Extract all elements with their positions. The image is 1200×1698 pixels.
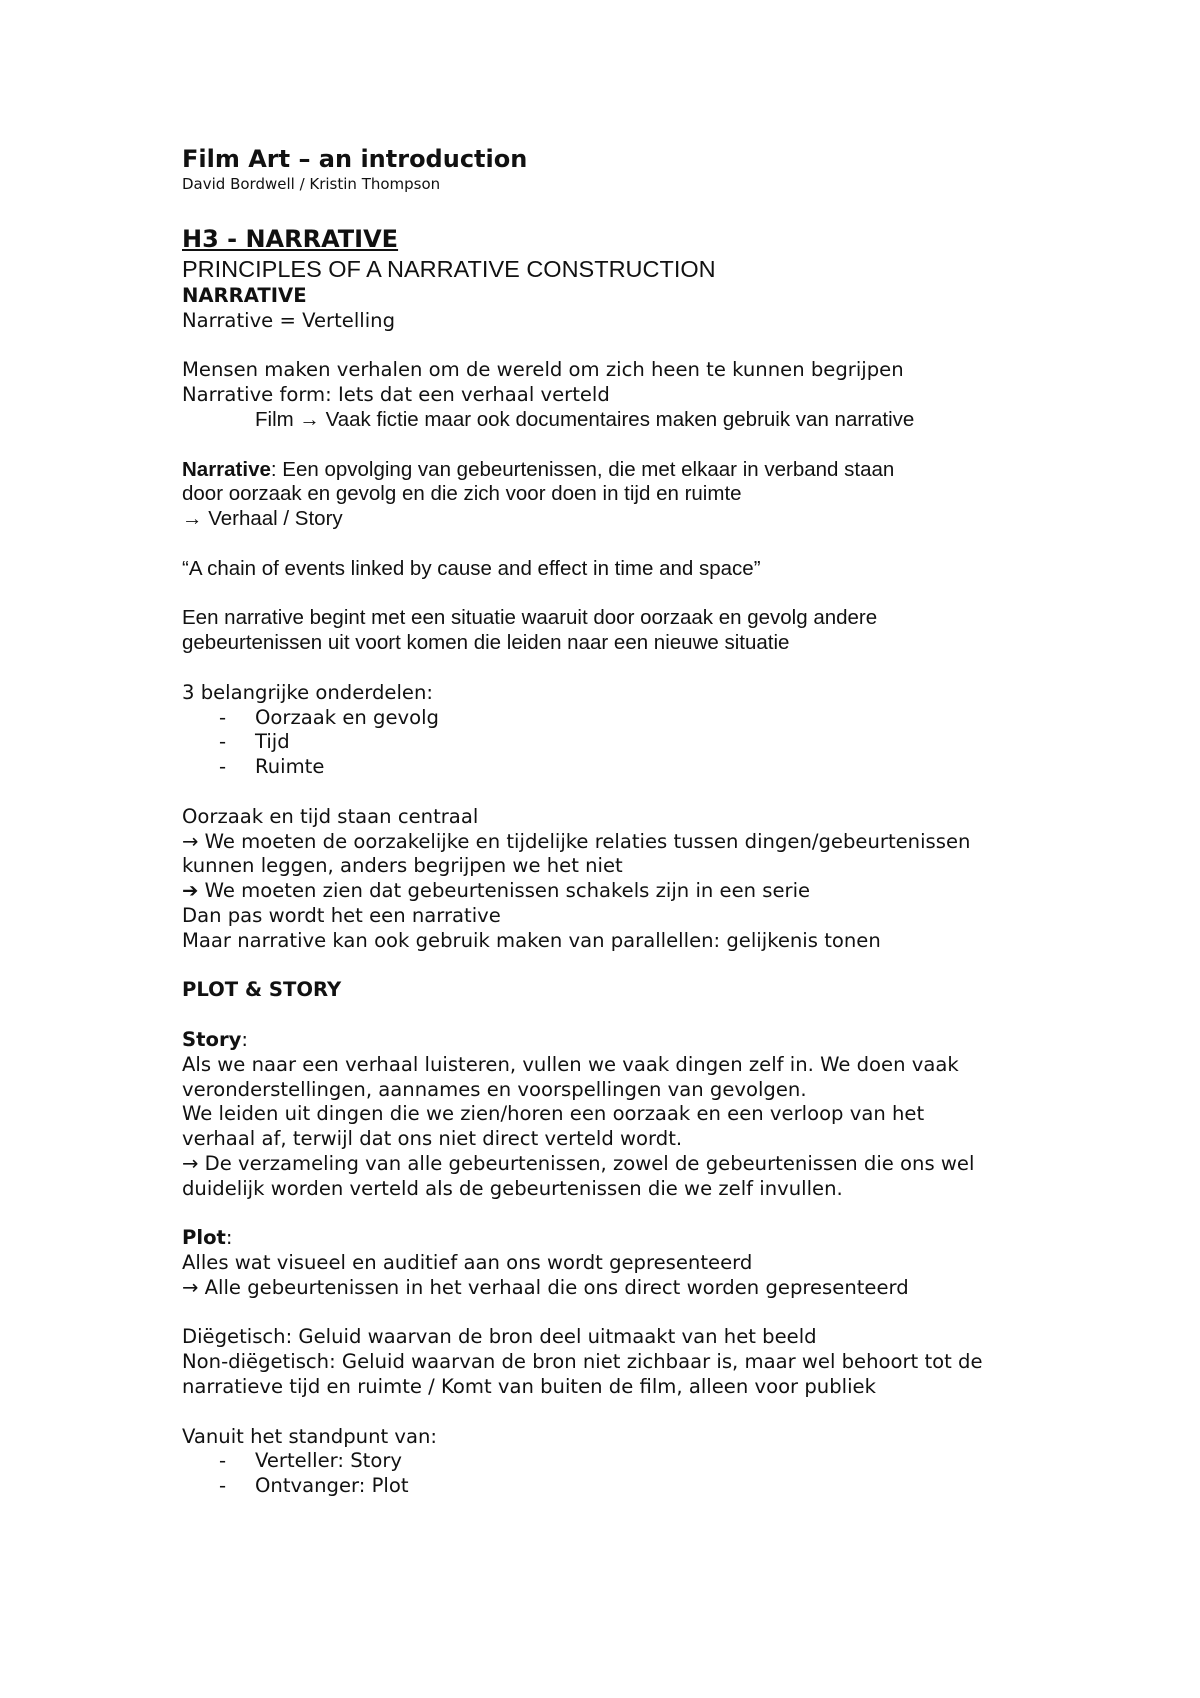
document-title: Film Art – an introduction: [182, 145, 528, 173]
term-story: Story: [182, 1027, 242, 1051]
paragraph-line: Oorzaak en tijd staan centraal: [182, 804, 479, 828]
paragraph-line: Dan pas wordt het een narrative: [182, 903, 501, 927]
chapter-heading: H3 - NARRATIVE: [182, 225, 399, 253]
paragraph-line: Mensen maken verhalen om de wereld om zich heen te kunnen begrijpen: [182, 358, 904, 382]
paragraph-line: duidelijk worden verteld als de gebeurtenissen die we zelf invullen.: [182, 1176, 843, 1200]
paragraph-line: Als we naar een verhaal luisteren, vullen we vaak dingen zelf in. We doen vaak: [182, 1052, 959, 1076]
narrative-definition: [182, 458, 1082, 483]
paragraph-line: We leiden uit dingen die we zien/horen een oorzaak en een verloop van het: [182, 1102, 925, 1126]
list-item: - Tijd: [182, 730, 1082, 755]
paragraph-line: → De verzameling van alle gebeurtenissen, zowel de gebeurtenissen die ons wel: [182, 1151, 975, 1175]
paragraph-line: → Verhaal / Story: [182, 507, 343, 531]
paragraph-line: Diëgetisch: Geluid waarvan de bron deel uitmaakt van het beeld: [182, 1325, 817, 1349]
term-narrative: Narrative: [182, 457, 271, 481]
definition-text: : Een opvolging van gebeurtenissen, die met elkaar in verband staan: [270, 457, 895, 481]
paragraph-line: Film → Vaak fictie maar ook documentaires maken gebruik van narrative: [255, 407, 915, 431]
paragraph-line: Een narrative begint met een situatie waaruit door oorzaak en gevolg andere: [182, 606, 878, 630]
list-intro: 3 belangrijke onderdelen:: [182, 680, 433, 704]
narrative-definition-line: Narrative = Vertelling: [182, 308, 396, 332]
parts-list: [182, 706, 1082, 780]
story-heading: [182, 1028, 1082, 1053]
paragraph-line: → We moeten de oorzakelijke en tijdelijke relaties tussen dingen/gebeurtenissen: [182, 829, 971, 853]
document-page: [182, 144, 1082, 1499]
paragraph-line: → Alle gebeurtenissen in het verhaal die ons direct worden gepresenteerd: [182, 1275, 909, 1299]
document-authors: David Bordwell / Kristin Thompson: [182, 175, 441, 193]
paragraph-text: We moeten zien dat gebeurtenissen schakels zijn in een serie: [198, 879, 811, 903]
colon: :: [225, 1226, 233, 1250]
list-intro: Vanuit het standpunt van:: [182, 1424, 438, 1448]
bold-arrow-icon: ➔: [182, 879, 199, 903]
viewpoint-list: [182, 1449, 1082, 1499]
paragraph-line: gebeurtenissen uit voort komen die leiden naar een nieuwe situatie: [182, 631, 790, 655]
quote: “A chain of events linked by cause and effect in time and space”: [182, 556, 761, 580]
subsection-heading-plot-story: PLOT & STORY: [182, 978, 342, 1002]
paragraph-line: door oorzaak en gevolg en die zich voor doen in tijd en ruimte: [182, 482, 742, 506]
paragraph-line: kunnen leggen, anders begrijpen we het niet: [182, 854, 623, 878]
list-item: - Oorzaak en gevolg: [182, 706, 1082, 731]
colon: :: [241, 1027, 248, 1051]
paragraph-line: Maar narrative kan ook gebruik maken van parallellen: gelijkenis tonen: [182, 928, 881, 952]
paragraph-line: veronderstellingen, aannames en voorspellingen van gevolgen.: [182, 1077, 807, 1101]
list-item: - Ontvanger: Plot: [182, 1474, 1082, 1499]
plot-heading: [182, 1226, 1082, 1251]
list-item: - Ruimte: [182, 755, 1082, 780]
paragraph-line: [182, 879, 1082, 904]
paragraph-line: Narrative form: Iets dat een verhaal verteld: [182, 383, 610, 407]
paragraph-line: Non-diëgetisch: Geluid waarvan de bron niet zichbaar is, maar wel behoort tot de: [182, 1350, 983, 1374]
paragraph-line: narratieve tijd en ruimte / Komt van buiten de film, alleen voor publiek: [182, 1375, 876, 1399]
list-item: - Verteller: Story: [182, 1449, 1082, 1474]
section-heading: PRINCIPLES OF A NARRATIVE CONSTRUCTION: [182, 256, 716, 282]
subsection-heading-narrative: NARRATIVE: [182, 284, 307, 307]
paragraph-line: Alles wat visueel en auditief aan ons wordt gepresenteerd: [182, 1251, 753, 1275]
paragraph-line: verhaal af, terwijl dat ons niet direct verteld wordt.: [182, 1127, 683, 1151]
term-plot: Plot: [182, 1226, 226, 1250]
